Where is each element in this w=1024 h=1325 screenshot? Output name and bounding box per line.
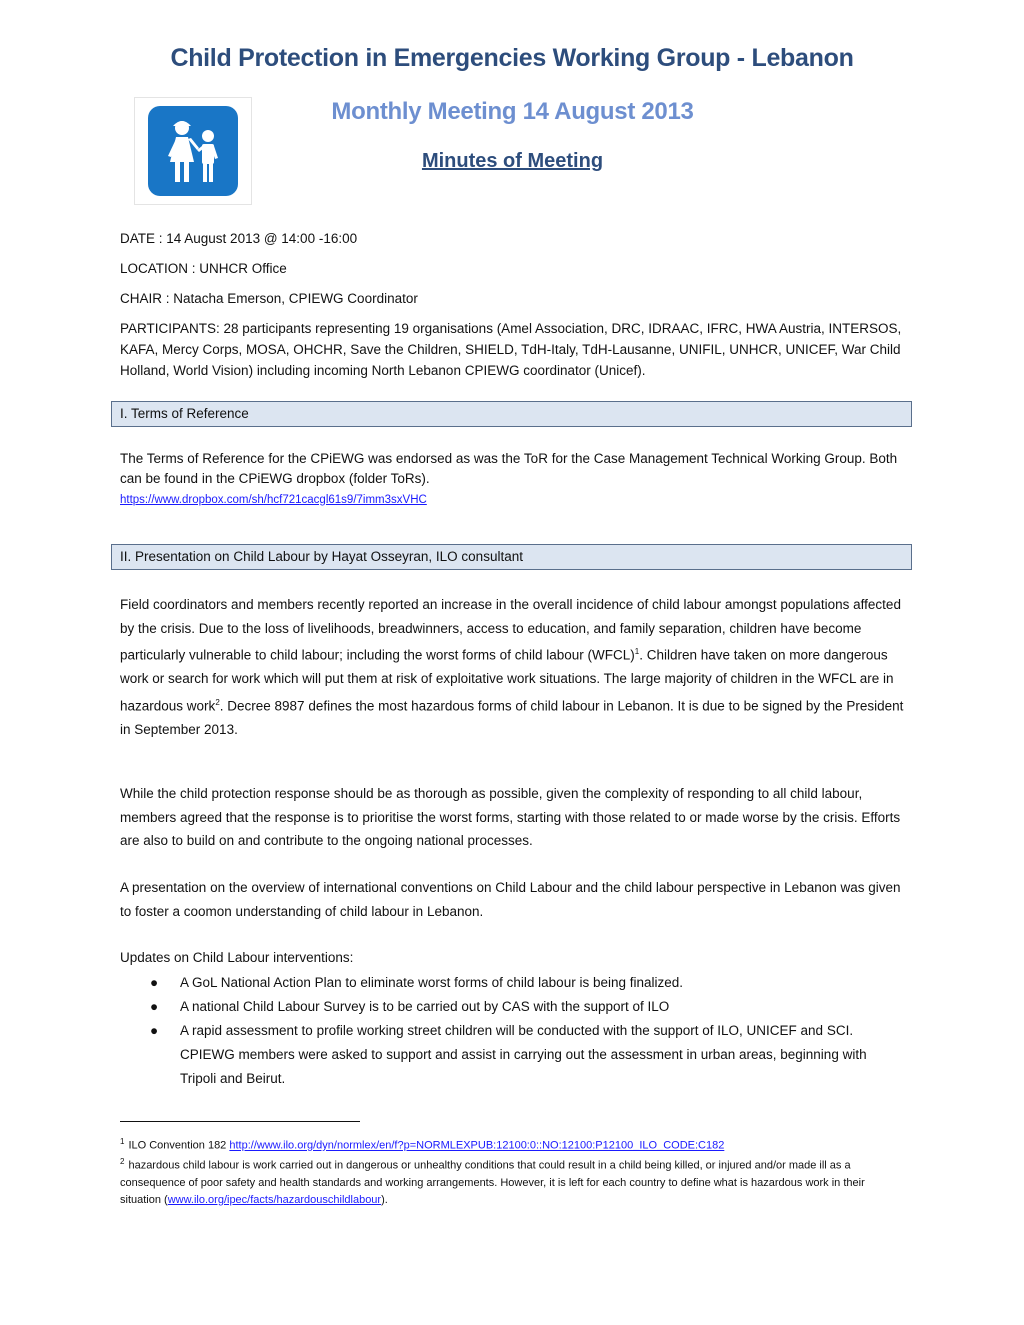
bullet-icon: ● [150, 975, 159, 990]
footnote-1 [120, 1133, 905, 1155]
bullet-text: A rapid assessment to profile working street children will be conducted with the support of ILO, UNICEF and SCI. CPIEWG members were asked to support and assist in carrying out the assessment in urban areas, beginning with Tripoli and Beirut. [180, 1023, 867, 1086]
section-heading-label: I. Terms of Reference [120, 406, 249, 421]
footnote-number: 1 [120, 1137, 125, 1146]
footnote-number: 2 [120, 1157, 125, 1166]
bullet-icon: ● [150, 1023, 159, 1038]
family-pictogram-icon [148, 106, 238, 196]
section-heading-child-labour [111, 544, 912, 570]
footnote-text: ILO Convention 182 [128, 1139, 230, 1152]
document-title: Child Protection in Emergencies Working Group - Lebanon [170, 44, 854, 72]
meta-date: DATE : 14 August 2013 @ 14:00 -16:00 [120, 231, 358, 246]
meeting-title: Monthly Meeting 14 August 2013 [331, 98, 694, 125]
footnote-text-end: ). [381, 1193, 388, 1206]
terms-of-reference-paragraph [120, 449, 905, 510]
child-labour-paragraph-1 [120, 593, 905, 741]
list-item [120, 995, 905, 1019]
section-heading-label: II. Presentation on Child Labour by Hayat Osseyran, ILO consultant [120, 549, 523, 564]
list-item [120, 1019, 905, 1091]
updates-label: Updates on Child Labour interventions: [120, 950, 354, 965]
meta-participants: PARTICIPANTS: 28 participants representing 19 organisations (Amel Association, DRC, IDRAAC, IFRC, HWA Austria, INTERSOS, KAFA, Mercy Corps, MOSA, OHCHR, Save the Children, SHIELD, TdH-Italy, TdH-Lausanne, UNIFIL, UNHCR, UNICEF, War Child Holland, World Vision) including incoming North Lebanon CPIEWG coordinator (Unicef). [120, 321, 902, 378]
updates-list [120, 971, 905, 1091]
footnote-ref-1[interactable]: 1 [634, 647, 640, 656]
meta-location: LOCATION : UNHCR Office [120, 261, 287, 276]
ilo-hazardous-labour-link[interactable]: www.ilo.org/ipec/facts/hazardouschildlabour [167, 1193, 382, 1206]
footnote-ref-2[interactable]: 2 [215, 697, 220, 707]
p1-text-c: . Decree 8987 defines the most hazardous forms of child labour in Lebanon. It is due to be signed by the President in September 2013. [120, 698, 904, 737]
minutes-title: Minutes of Meeting [421, 150, 604, 172]
section-heading-terms-of-reference [111, 401, 912, 427]
bullet-text: A national Child Labour Survey is to be carried out by CAS with the support of ILO [180, 999, 670, 1014]
logo [134, 97, 252, 205]
footnote-2 [120, 1153, 905, 1209]
bullet-text: A GoL National Action Plan to eliminate worst forms of child labour is being finalized. [180, 975, 684, 990]
meta-chair: CHAIR : Natacha Emerson, CPIEWG Coordinator [120, 291, 418, 306]
footnote-text: hazardous child labour is work carried out in dangerous or unhealthy conditions that could result in a child being killed, or injured and/or made ill as a consequence of poor safety and health standards and working arrangements. However, it is left for each country to define what is hazardous work in their situation ( [120, 1159, 865, 1206]
p1-text-b: . Children have taken on more dangerous work or search for work which will put them at risk of exploitative work situations. The large majority of children in the WFCL are in hazardous work [120, 647, 894, 713]
child-labour-paragraph-3: A presentation on the overview of international conventions on Child Labour and the child labour perspective in Lebanon was given to foster a coomon understanding of child labour in Lebanon. [120, 880, 901, 919]
dropbox-link[interactable]: https://www.dropbox.com/sh/hcf721cacgl61s9/7imm3sxVHC [120, 494, 427, 506]
terms-text: The Terms of Reference for the CPiEWG was endorsed as was the ToR for the Case Management Technical Working Group. Both can be found in the CPiEWG dropbox (folder ToRs). [120, 451, 898, 486]
child-labour-paragraph-2: While the child protection response should be as thorough as possible, given the complexity of responding to all child labour, members agreed that the response is to prioritise the worst forms, starting with those related to or made worse by the crisis. Efforts are also to build on and contribute to the ongoing national processes. [120, 786, 901, 848]
list-item [120, 971, 905, 995]
footnote-divider [120, 1121, 360, 1122]
ilo-convention-link[interactable]: http://www.ilo.org/dyn/normlex/en/f?p=NORMLEXPUB:12100:0::NO:12100:P12100_ILO_CODE:C182 [229, 1139, 725, 1152]
p1-text-a: Field coordinators and members recently reported an increase in the overall incidence of child labour amongst populations affected by the crisis. Due to the loss of livelihoods, breadwinners, access to education, and family separation, children have become particularly vulnerable to child labour; including the worst forms of child labour (WFCL) [120, 597, 901, 663]
bullet-icon: ● [150, 999, 159, 1014]
